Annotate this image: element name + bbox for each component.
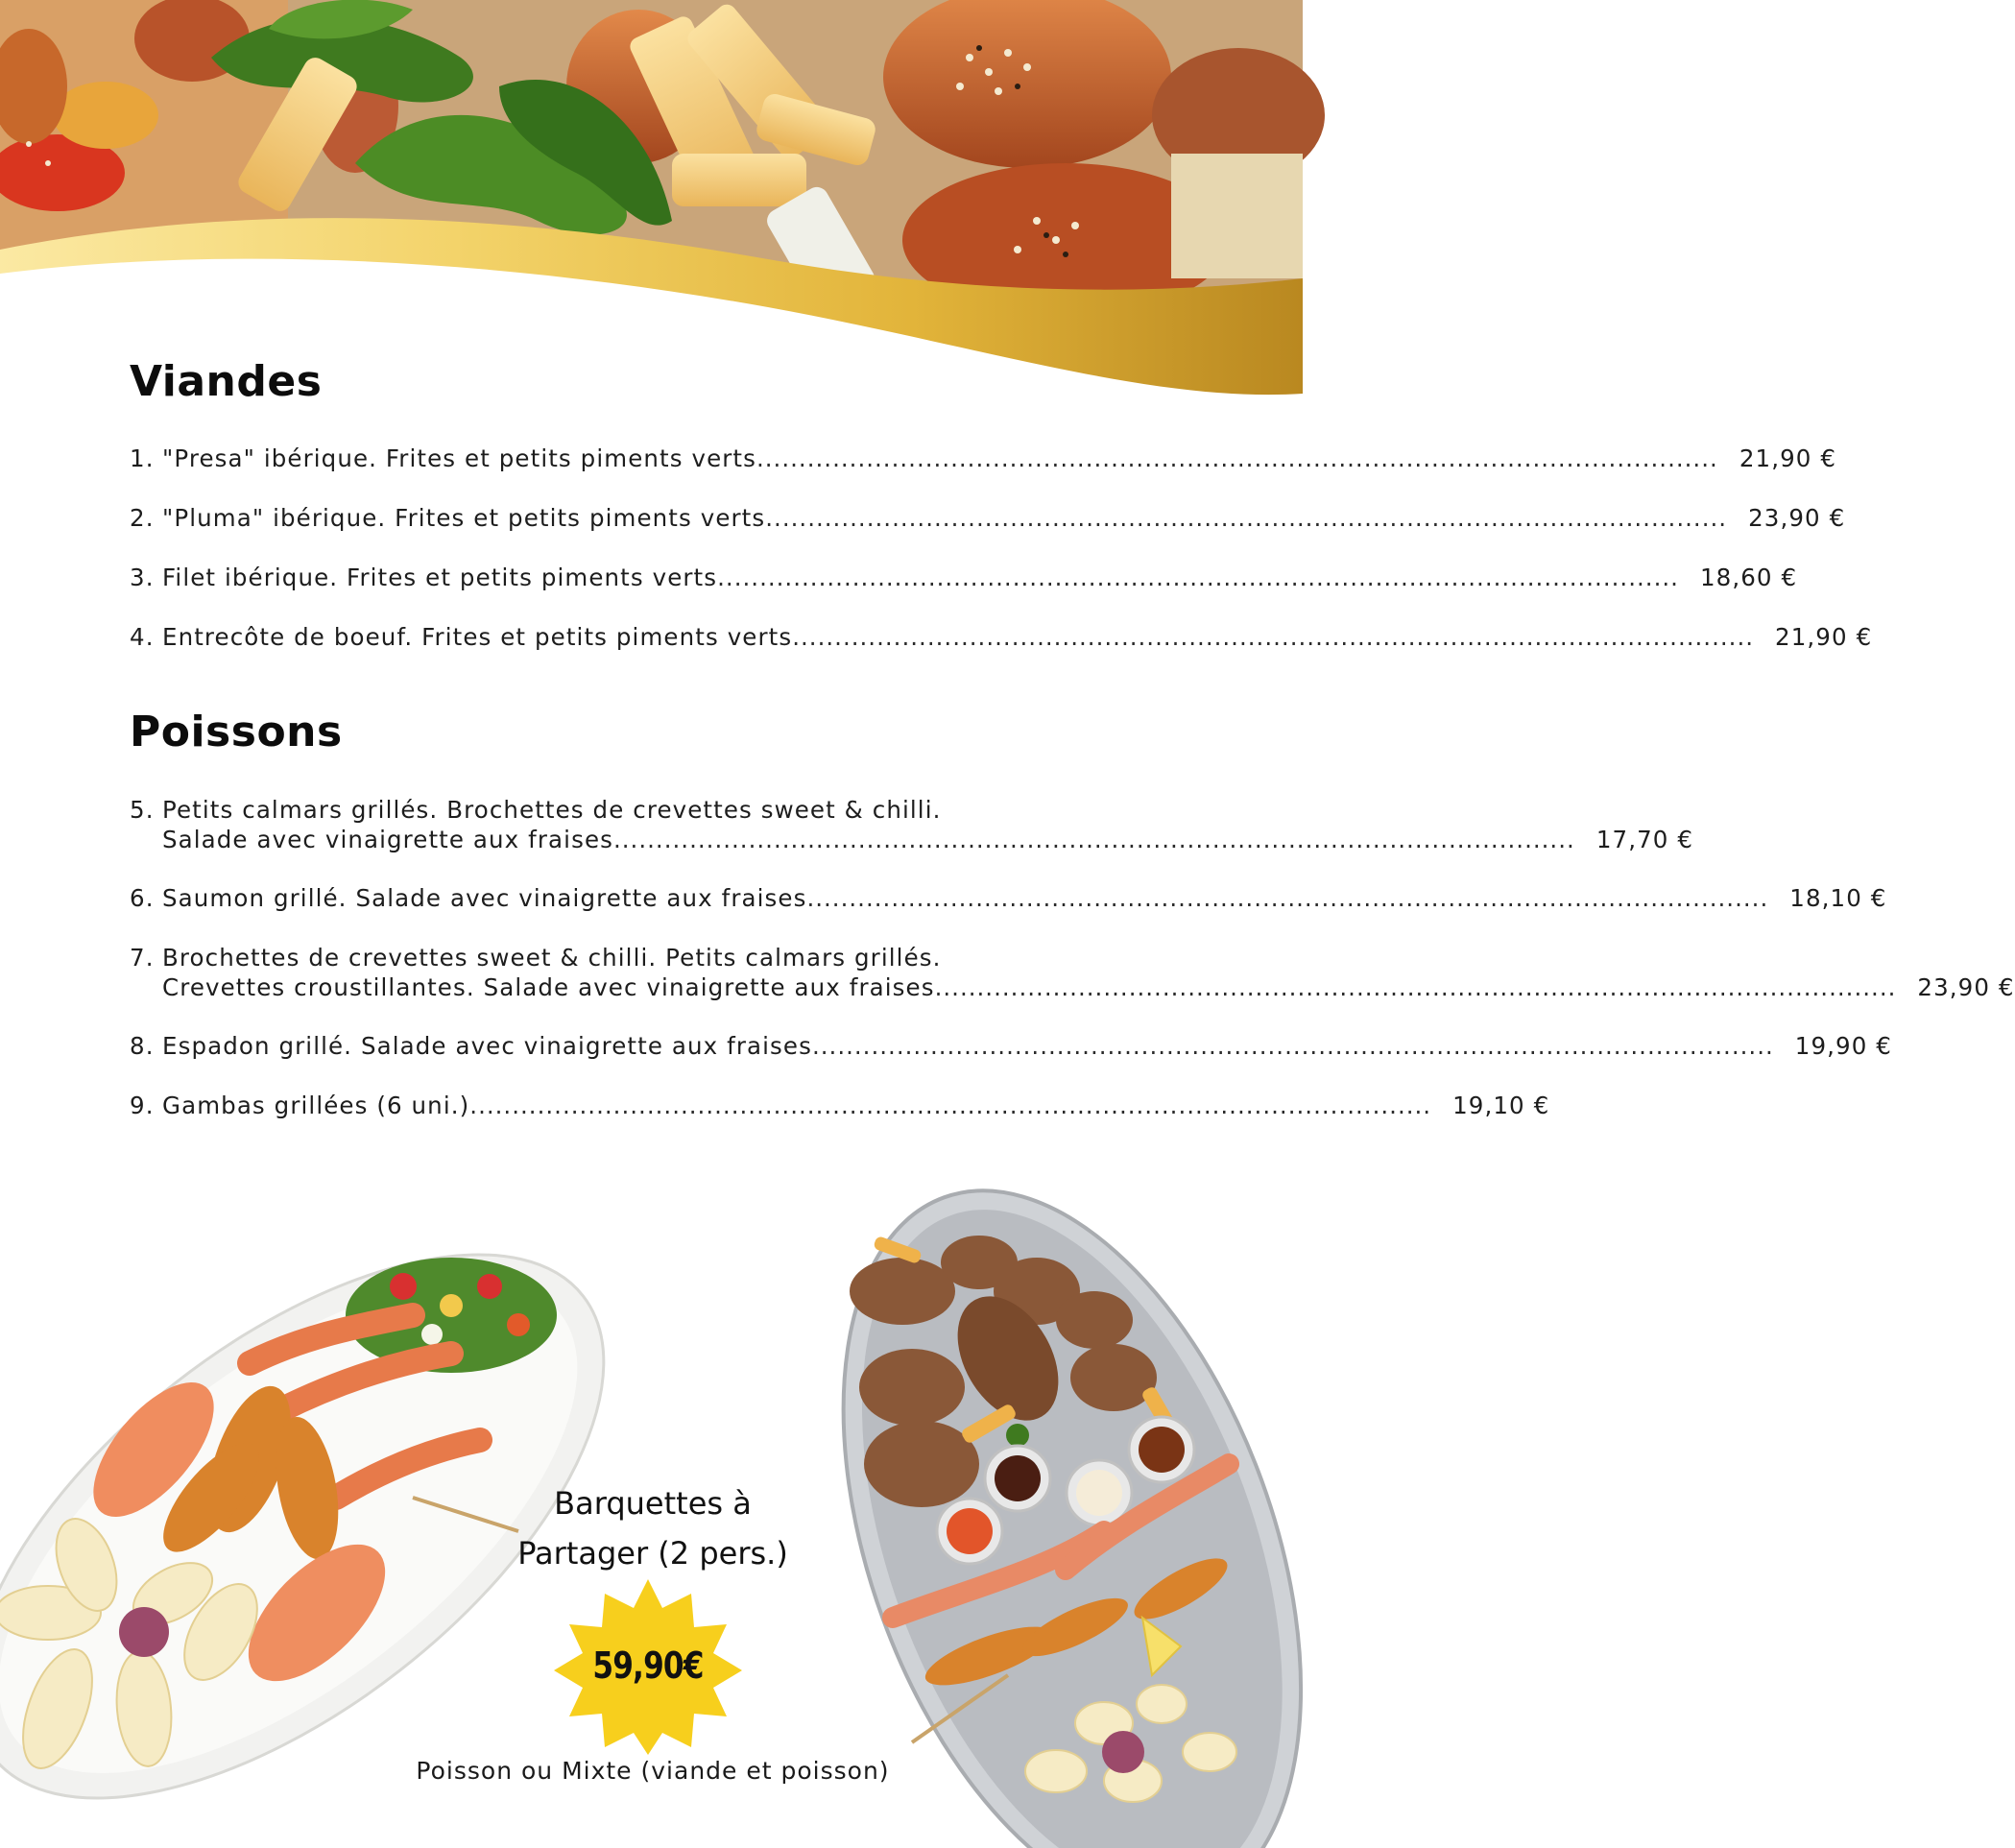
item-description: "Pluma" ibérique. Frites et petits piments verts [162,504,766,532]
promo-price: 59,90€ [592,1644,704,1687]
item-description: Gambas grillées (6 uni.) [162,1092,470,1119]
menu-item-2 [130,503,1846,533]
promo-title [480,1478,826,1578]
item-description: Entrecôte de boeuf. Frites et petits piments verts [162,623,793,651]
item-price: 21,90 € [1775,623,1873,651]
item-number: 6. [130,884,155,912]
menu-item-7 [130,943,2015,1002]
promo-subtitle: Poisson ou Mixte (viande et poisson) [416,1757,890,1785]
dot-leader: .................................................................................................................. [756,444,1718,472]
item-number: 3. [130,564,155,591]
item-price: 19,90 € [1794,1032,1892,1060]
dot-leader: .................................................................................................................. [612,826,1575,853]
item-price: 17,70 € [1595,826,1694,853]
item-description-line-1: Petits calmars grillés. Brochettes de crevettes sweet & chilli. [162,796,942,824]
promo-title-line-2: Partager (2 pers.) [517,1535,788,1572]
item-price: 23,90 € [1917,973,2015,1001]
section-title-poissons: Poissons [130,708,343,756]
dot-leader: .................................................................................................................. [469,1092,1432,1119]
dot-leader: .................................................................................................................. [717,564,1679,591]
item-description: "Presa" ibérique. Frites et petits piments verts [162,444,756,472]
dot-leader: .................................................................................................................. [765,504,1728,532]
menu-item-4 [130,622,1873,652]
item-number: 8. [130,1032,155,1060]
dot-leader: .................................................................................................................. [934,973,1897,1001]
item-price: 19,10 € [1452,1092,1550,1119]
item-number: 9. [130,1092,155,1119]
item-price: 18,60 € [1699,564,1798,591]
dot-leader: .................................................................................................................. [806,884,1769,912]
item-price: 21,90 € [1739,444,1837,472]
menu-item-8 [130,1031,1892,1061]
menu-item-3 [130,563,1798,592]
section-title-viandes: Viandes [130,357,323,406]
menu-item-5 [130,795,1694,854]
item-description-line-2: Salade avec vinaigrette aux fraises [162,826,613,853]
item-number: 7. [130,944,155,972]
item-description: Filet ibérique. Frites et petits piments verts [162,564,718,591]
mixed-platter-photo [816,1205,1303,1843]
item-description-line-2: Crevettes croustillantes. Salade avec vinaigrette aux fraises [162,973,935,1001]
dot-leader: .................................................................................................................. [811,1032,1774,1060]
item-number: 4. [130,623,155,651]
menu-item-9 [130,1091,1550,1120]
item-price: 18,10 € [1789,884,1887,912]
item-price: 23,90 € [1748,504,1846,532]
item-number: 2. [130,504,155,532]
promo-title-line-1: Barquettes à [554,1485,752,1522]
menu-item-6 [130,883,1887,913]
item-number: 5. [130,796,155,824]
menu-item-1 [130,444,1837,473]
item-number: 1. [130,444,155,472]
item-description: Espadon grillé. Salade avec vinaigrette aux fraises [162,1032,812,1060]
header-food-photo [0,0,1303,413]
dot-leader: .................................................................................................................. [792,623,1755,651]
item-description: Saumon grillé. Salade avec vinaigrette aux fraises [162,884,807,912]
item-description-line-1: Brochettes de crevettes sweet & chilli. Petits calmars grillés. [162,944,942,972]
